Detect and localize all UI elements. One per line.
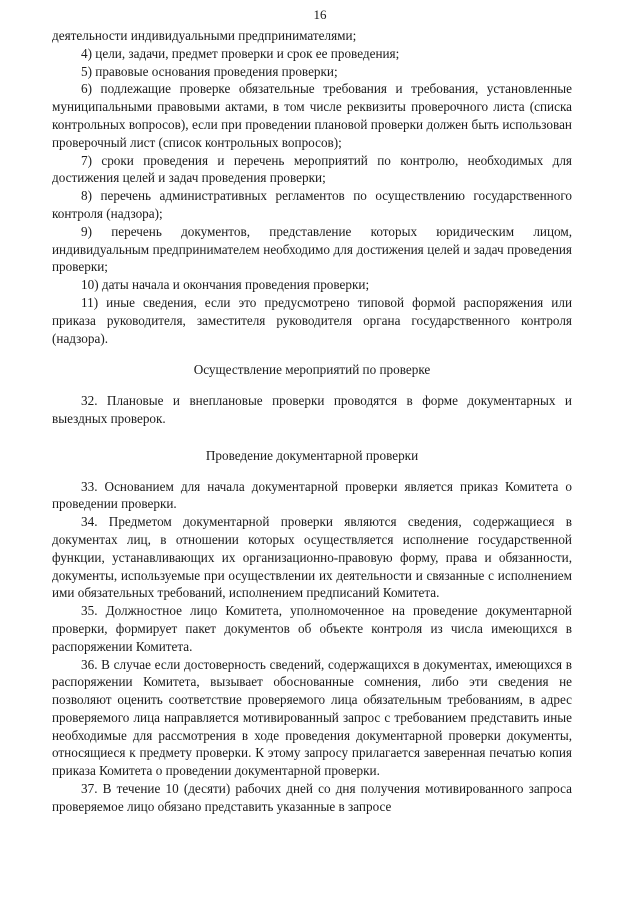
paragraph: 34. Предметом документарной проверки являются сведения, содержащиеся в документах лиц, в отношении которых осуществляется исполнение государственной функции, устанавливающих их организационно-правовую форму, права и обязанности, документы, используемые при осуществлении их деятельности и связанные с исполнением ими обязательных требований, исполнением предписаний Комитета. <box>52 514 572 601</box>
paragraph: 33. Основанием для начала документарной проверки является приказ Комитета о проведении проверки. <box>52 478 572 512</box>
section-heading-inspection-activities: Осуществление мероприятий по проверке <box>193 362 431 378</box>
documentary-inspection-section <box>52 478 572 816</box>
paragraph: 36. В случае если достоверность сведений, содержащихся в документах, имеющихся в распоряжении Комитета, вызывает обоснованные сомнения, либо эти сведения не позволяют оценить соответствие проверяемого лица обязательным требованиям, в адрес проверяемого лица направляется мотивированный запрос с требованием представить иные необходимые для рассмотрения в ходе проведения документарной проверки документы, относящиеся к предмету проверки. К этому запросу прилагается заверенная печатью копия приказа Комитета о проведении документарной проверки. <box>52 656 572 779</box>
paragraph: 9) перечень документов, представление которых юридическим лицом, индивидуальным предпринимателем необходимо для достижения целей и задач проведения проверки; <box>52 223 572 275</box>
paragraph: 7) сроки проведения и перечень мероприятий по контролю, необходимых для достижения целей и задач проведения проверки; <box>52 152 572 186</box>
paragraph: 37. В течение 10 (десяти) рабочих дней со дня получения мотивированного запроса проверяемое лицо обязано представить указанные в запросе <box>52 781 572 814</box>
paragraph: 10) даты начала и окончания проведения проверки; <box>81 277 370 293</box>
list-items-section <box>52 27 572 347</box>
paragraph-32: 32. Плановые и внеплановые проверки проводятся в форме документарных и выездных проверок. <box>52 393 572 426</box>
paragraph: 5) правовые основания проведения проверки; <box>81 63 338 79</box>
paragraph: 35. Должностное лицо Комитета, уполномоченное на проведение документарной проверки, формирует пакет документов об объекте контроля из числа имеющихся в распоряжении Комитета. <box>52 603 572 654</box>
page-number: 16 <box>313 7 327 22</box>
paragraph: деятельности индивидуальными предпринимателями; <box>52 28 357 43</box>
paragraph: 8) перечень административных регламентов по осуществлению государственного контроля (надзора); <box>52 188 572 221</box>
paragraph: 11) иные сведения, если это предусмотрено типовой формой распоряжения или приказа руководителя, заместителя руководителя органа государственного контроля (надзора). <box>52 294 572 346</box>
paragraph: 4) цели, задачи, предмет проверки и срок ее проведения; <box>81 45 400 61</box>
paragraph: 6) подлежащие проверке обязательные требования и требования, установленные муниципальными правовыми актами, в том числе реквизиты проверочного листа (списка контрольных вопросов), если при проведении плановой проверки должен быть использован проверочный лист (список контрольных вопросов); <box>52 81 572 150</box>
document-body <box>52 27 572 816</box>
section-heading-documentary-inspection: Проведение документарной проверки <box>205 447 419 463</box>
